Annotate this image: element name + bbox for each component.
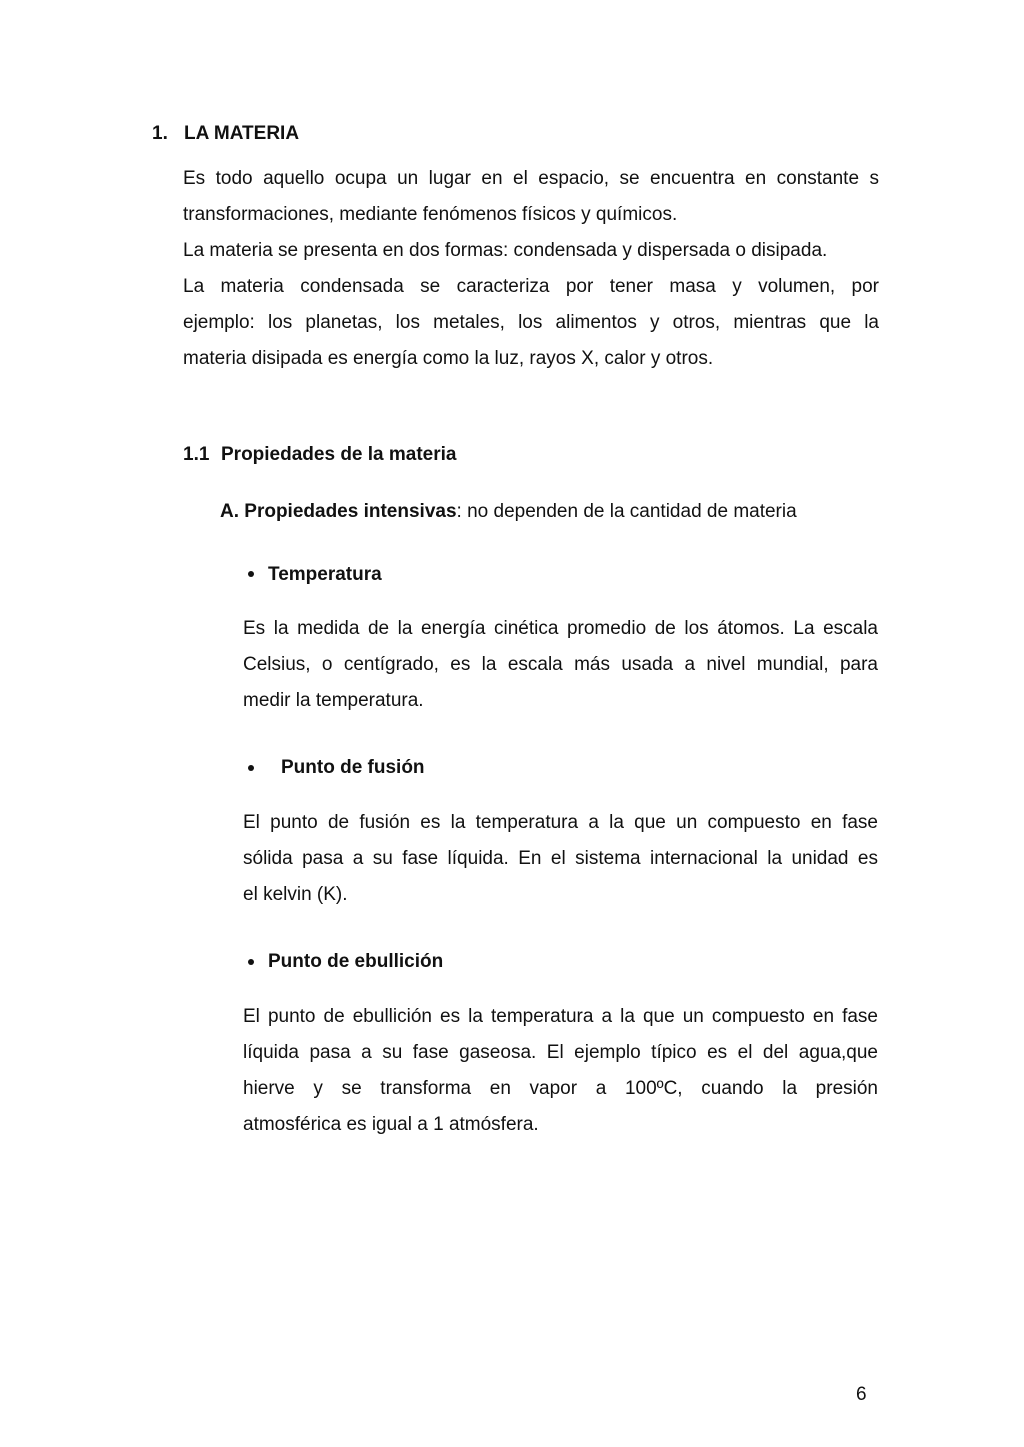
paragraph-line: medir la temperatura. bbox=[243, 690, 424, 711]
bullet-dot-icon bbox=[248, 959, 254, 965]
paragraph-line: La materia condensada se caracteriza por tener masa y volumen, por bbox=[183, 276, 879, 297]
paragraph-line: sólida pasa a su fase líquida. En el sistema internacional la unidad es bbox=[243, 848, 878, 869]
paragraph-line: hierve y se transforma en vapor a 100ºC, cuando la presión bbox=[243, 1078, 878, 1099]
section-title: LA MATERIA bbox=[184, 123, 300, 144]
paragraph-line: La materia se presenta en dos formas: condensada y dispersada o disipada. bbox=[183, 240, 828, 261]
bullet-paragraph-punto-ebullicion bbox=[243, 999, 878, 1143]
subsection-title: Propiedades de la materia bbox=[221, 444, 457, 465]
subsection-number: 1.1 bbox=[183, 444, 210, 465]
subsubsection-heading bbox=[220, 500, 797, 524]
paragraph-line: ejemplo: los planetas, los metales, los alimentos y otros, mientras que la bbox=[183, 312, 879, 333]
page-number: 6 bbox=[856, 1384, 867, 1405]
bullet-dot-icon bbox=[248, 765, 254, 771]
paragraph-line: Celsius, o centígrado, es la escala más usada a nivel mundial, para bbox=[243, 654, 878, 675]
bullet-dot-icon bbox=[248, 571, 254, 577]
subsubsection-title: Propiedades intensivas bbox=[244, 501, 457, 522]
paragraph-line: líquida pasa a su fase gaseosa. El ejemplo típico es el del agua,que bbox=[243, 1042, 878, 1063]
bullet-title-temperatura: Temperatura bbox=[268, 564, 382, 585]
paragraph-line: atmosférica es igual a 1 atmósfera. bbox=[243, 1114, 539, 1135]
section-number: 1. bbox=[152, 123, 168, 144]
paragraph-line: Es la medida de la energía cinética promedio de los átomos. La escala bbox=[243, 618, 878, 639]
paragraph-line: el kelvin (K). bbox=[243, 884, 348, 905]
paragraph-line: El punto de fusión es la temperatura a la que un compuesto en fase bbox=[243, 812, 878, 833]
subsubsection-letter: A. bbox=[220, 501, 239, 522]
bullet-paragraph-punto-fusion bbox=[243, 805, 878, 913]
bullet-title-punto-ebullicion: Punto de ebullición bbox=[268, 951, 444, 972]
paragraph-line: materia disipada es energía como la luz, rayos X, calor y otros. bbox=[183, 348, 714, 369]
subsubsection-description: : no dependen de la cantidad de materia bbox=[456, 501, 797, 522]
bullet-paragraph-temperatura bbox=[243, 611, 878, 719]
paragraph-line: El punto de ebullición es la temperatura a la que un compuesto en fase bbox=[243, 1006, 878, 1027]
paragraph-line: Es todo aquello ocupa un lugar en el espacio, se encuentra en constante s bbox=[183, 168, 879, 189]
section-paragraph bbox=[183, 161, 879, 377]
paragraph-line: transformaciones, mediante fenómenos físicos y químicos. bbox=[183, 204, 678, 225]
bullet-title-punto-fusion: Punto de fusión bbox=[281, 757, 425, 778]
